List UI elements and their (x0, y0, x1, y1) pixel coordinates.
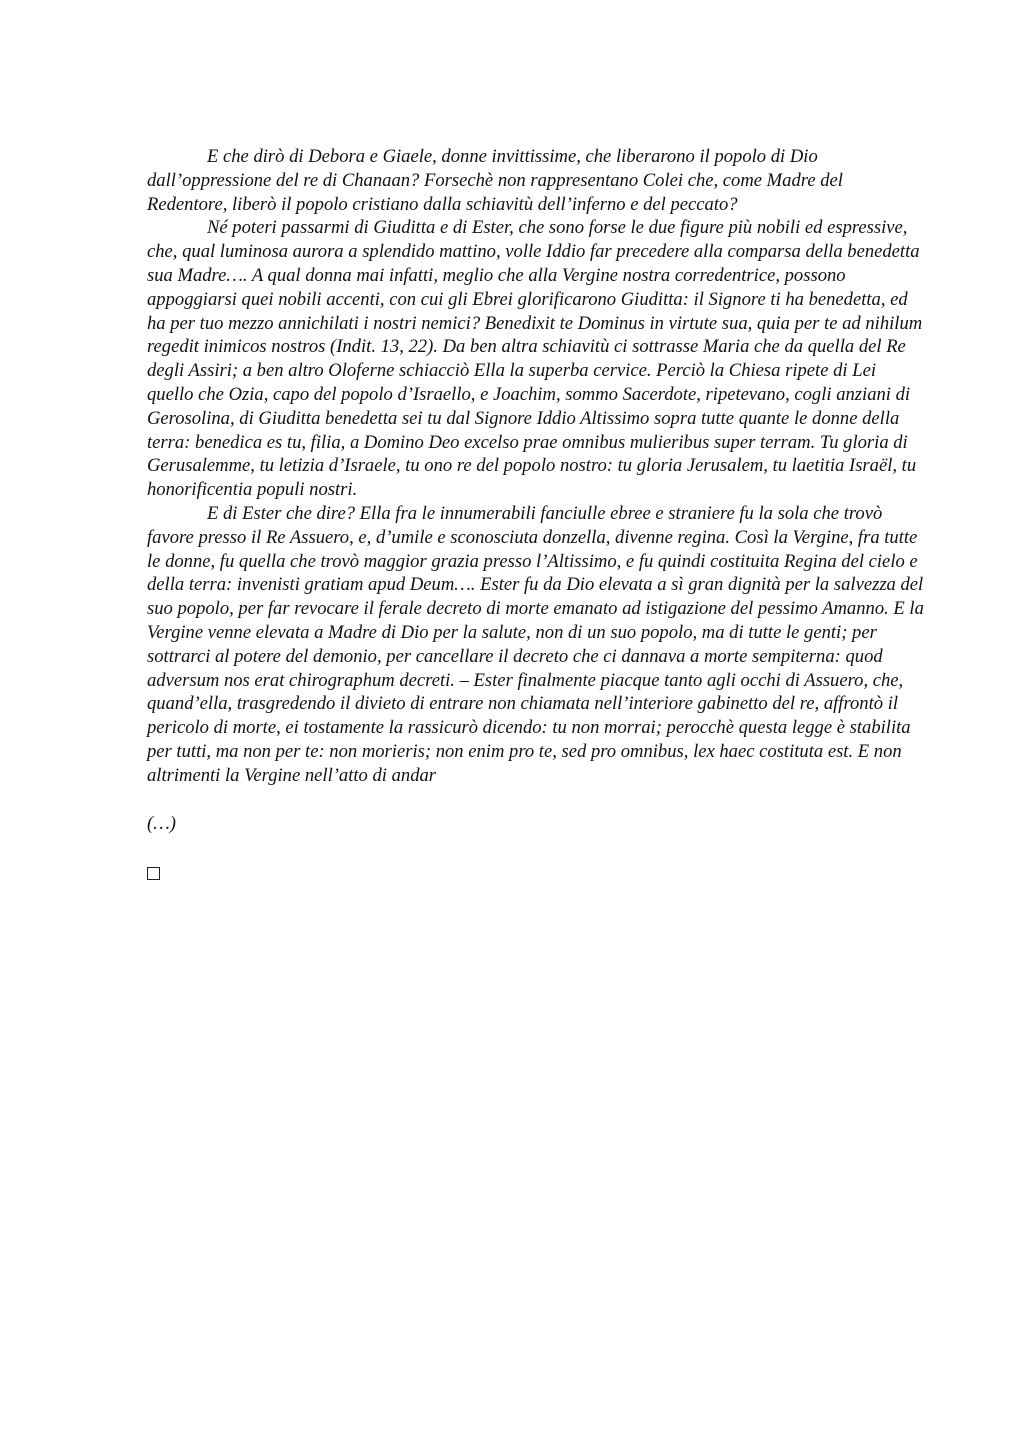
omission-marker: (…) (147, 812, 176, 834)
paragraph-debora-giaele: E che dirò di Debora e Giaele, donne invittissime, che liberarono il popolo di Dio dall’oppressione del re di Chanaan? Forsechè non rappresentano Colei che, come Madre del Redentore, liberò il popolo cristiano dalla schiavitù dell’inferno e del peccato? (147, 146, 843, 215)
paragraph-ester: E di Ester che dire? Ella fra le innumerabili fanciulle ebree e straniere fu la sola che trovò favore presso il Re Assuero, e, d’umile e sconosciuta donzella, divenne regina. Così la Vergine, fra tutte le donne, fu quella che trovò maggior grazia presso l’Altissimo, e fu quindi costituita Regina del cielo e della terra: invenisti gratiam apud Deum…. Ester fu da Dio elevata a sì gran dignità per la salvezza del suo popolo, per far revocare il ferale decreto di morte emanato ad istigazione del pessimo Amanno. E la Vergine venne elevata a Madre di Dio per la salute, non di un suo popolo, ma di tutte le genti; per sottrarci al potere del demonio, per cancellare il decreto che ci dannava a morte sempiterna: quod adversum nos erat chirographum decreti. – Ester finalmente piacque tanto agli occhi di Assuero, che, quand’ella, trasgredendo il divieto di entrare non chiamata nell’interiore gabinetto del re, affrontò il pericolo di morte, ei tostamente la rassicurò dicendo: tu non morrai; perocchè questa legge è stabilita per tutti, ma non per te: non morieris; non enim pro te, sed pro omnibus, lex haec costituta est. E non altrimenti la Vergine nell’atto di andar (147, 502, 924, 786)
empty-box-icon (147, 867, 160, 880)
paragraph-giuditta: Né poteri passarmi di Giuditta e di Ester, che sono forse le due figure più nobili ed espressive, che, qual luminosa aurora a splendido mattino, volle Iddio far precedere alla comparsa della benedetta sua Madre…. A qual donna mai infatti, meglio che alla Vergine nostra corredentrice, possono appoggiarsi quei nobili accenti, con cui gli Ebrei glorificarono Giuditta: il Signore ti ha benedetta, ed ha per tuo mezzo annichilati i nostri nemici? Benedixit te Dominus in virtute sua, quia per te ad nihilum regedit inimicos nostros (Indit. 13, 22). Da ben altra schiavitù ci sottrasse Maria che da quella del Re degli Assiri; a ben altro Oloferne schiacciò Ella la superba cervice. Perciò la Chiesa ripete di Lei quello che Ozia, capo del popolo d’Israello, e Joachim, sommo Sacerdote, ripetevano, cogli anziani di Gerosolina, di Giuditta benedetta sei tu dal Signore Iddio Altissimo sopra tutte quante le donne della terra: benedica es tu, filia, a Domino Deo excelso prae omnibus mulieribus super terram. Tu gloria di Gerusalemme, tu letizia d’Israele, tu ono re del popolo nostro: tu gloria Jerusalem, tu laetitia Israël, tu honorificentia populi nostri. (147, 217, 923, 501)
document-page (147, 145, 927, 880)
